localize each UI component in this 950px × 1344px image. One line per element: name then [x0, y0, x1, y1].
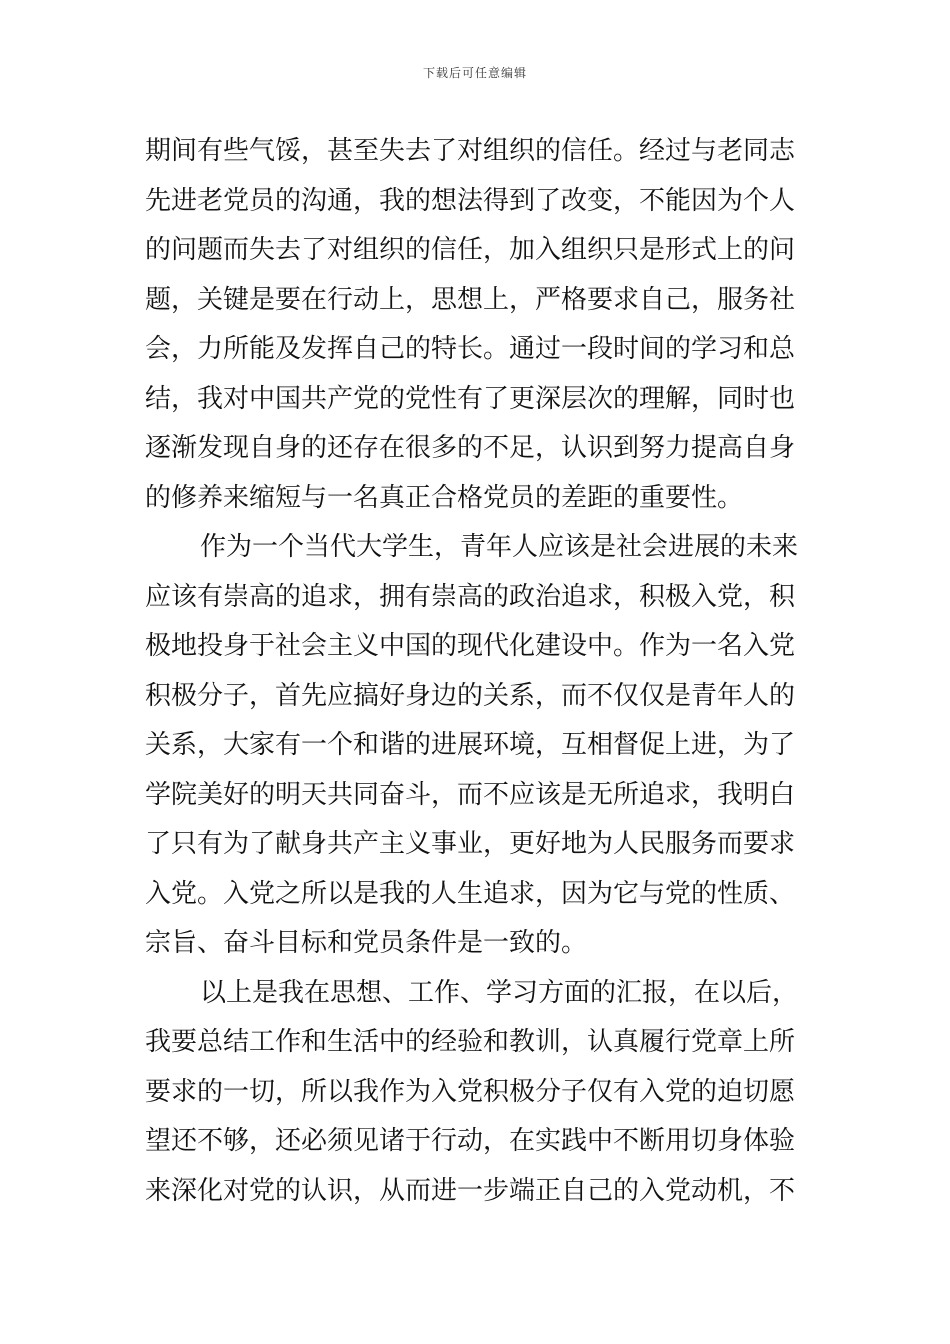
- text-line: 的修养来缩短与一名真正合格党员的差距的重要性。: [145, 482, 744, 513]
- text-line: 题，关键是要在行动上，思想上，严格要求自己，服务社: [145, 284, 796, 315]
- text-line: 宗旨、奋斗目标和党员条件是一致的。: [145, 928, 588, 958]
- text-line: 关系，大家有一个和谐的进展环境，互相督促上进，为了: [145, 730, 796, 760]
- text-line: 要求的一切，所以我作为入党积极分子仅有入党的迫切愿: [145, 1076, 796, 1107]
- text-line: 的问题而失去了对组织的信任，加入组织只是形式上的问: [145, 235, 796, 265]
- document-body: [145, 127, 810, 1216]
- text-line: 我要总结工作和生活中的经验和教训，认真履行党章上所: [145, 1027, 796, 1057]
- page-header: 下载后可任意编辑: [422, 66, 527, 80]
- text-line: 会，力所能及发挥自己的特长。通过一段时间的学习和总: [145, 334, 796, 364]
- text-line: 极地投身于社会主义中国的现代化建设中。作为一名入党: [145, 631, 796, 661]
- text-line: 望还不够，还必须见诸于行动，在实践中不断用切身体验: [145, 1126, 796, 1156]
- text-line: 期间有些气馁，甚至失去了对组织的信任。经过与老同志: [145, 136, 796, 166]
- text-line: 应该有崇高的追求，拥有崇高的政治追求，积极入党，积: [145, 581, 796, 612]
- text-line: 积极分子，首先应搞好身边的关系，而不仅仅是青年人的: [145, 680, 796, 711]
- text-line: 入党。入党之所以是我的人生追求，因为它与党的性质、: [145, 878, 796, 909]
- text-line: 了只有为了献身共产主义事业，更好地为人民服务而要求: [145, 829, 796, 859]
- text-line: 先进老党员的沟通，我的想法得到了改变，不能因为个人: [145, 185, 796, 216]
- text-line: 逐渐发现自身的还存在很多的不足，认识到努力提高自身: [145, 433, 796, 463]
- paragraph-first-line: 以上是我在思想、工作、学习方面的汇报，在以后，: [200, 977, 799, 1008]
- text-line: 结，我对中国共产党的党性有了更深层次的理解，同时也: [145, 383, 796, 414]
- text-line: 来深化对党的认识，从而进一步端正自己的入党动机，不: [145, 1175, 796, 1206]
- paragraph-first-line: 作为一个当代大学生，青年人应该是社会进展的未来: [200, 532, 799, 562]
- text-line: 学院美好的明天共同奋斗，而不应该是无所追求，我明白: [145, 779, 796, 810]
